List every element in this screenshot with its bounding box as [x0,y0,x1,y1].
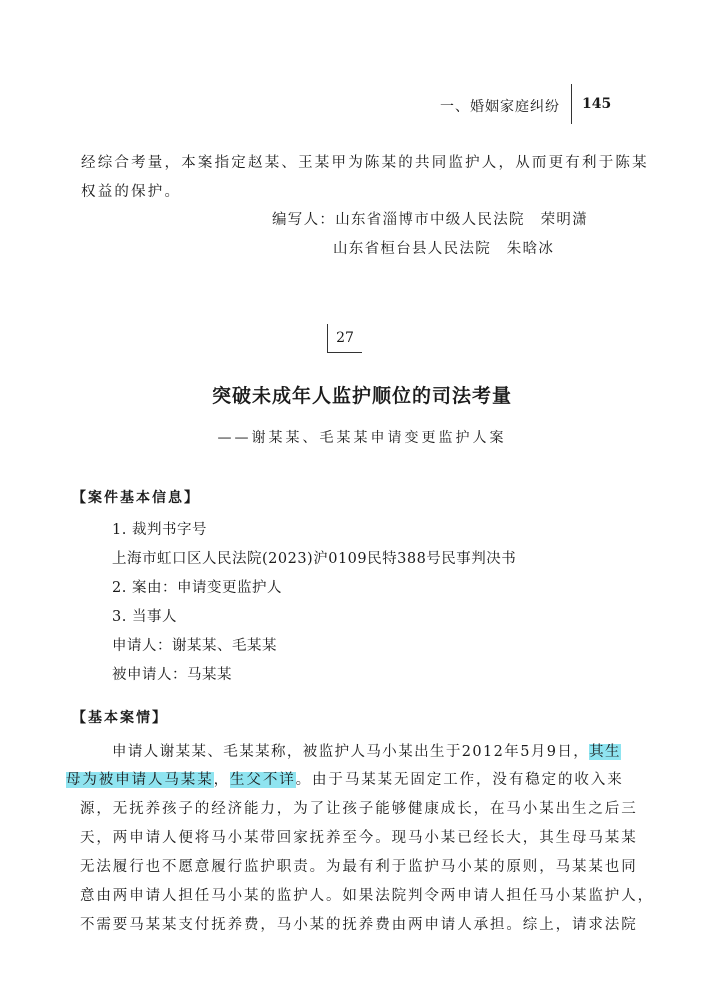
info-line: 2. 案由：申请变更监护人 [112,580,282,596]
info-line: 被申请人：马某某 [112,667,232,683]
author-label: 编写人： [272,212,336,228]
section-heading-basic-facts: 【基本案情】 [72,710,168,726]
facts-text: ， [213,772,231,788]
facts-line [66,768,624,789]
prev-case-line: 权益的保护。 [81,184,182,200]
facts-line: 天，两申请人便将马小某带回家抚养至今。现马小某已经长大，其生母马某某 [80,830,638,846]
page-number: 145 [582,96,612,112]
case-subtitle: ——谢某某、毛某某申请变更监护人案 [217,430,507,446]
author-name: 山东省桓台县人民法院 朱晗冰 [333,241,555,257]
info-line: 上海市虹口区人民法院(2023)沪0109民特388号民事判决书 [112,551,517,567]
info-line: 申请人：谢某某、毛某某 [112,638,277,654]
info-line: 1. 裁判书字号 [112,522,207,538]
highlighted-text: 母为被申请人马某某 [66,772,214,788]
author-name: 山东省淄博市中级人民法院 荣明潇 [335,212,589,228]
highlighted-text: 其生 [589,744,621,760]
prev-case-line: 经综合考量，本案指定赵某、王某甲为陈某的共同监护人，从而更有利于陈某 [81,155,649,171]
case-title: 突破未成年人监护顺位的司法考量 [211,385,512,407]
author-block [272,208,588,229]
facts-text: 。由于马某某无固定工作，没有稳定的收入来 [295,772,624,788]
facts-text: 申请人谢某某、毛某某称，被监护人马小某出生于2012年5月9日， [112,744,590,760]
facts-line: 意由两申请人担任马小某的监护人。如果法院判令两申请人担任马小某监护人， [80,888,654,904]
facts-line: 不需要马某某支付抚养费，马小某的抚养费由两申请人承担。综上，请求法院 [80,917,638,933]
facts-line: 源，无抚养孩子的经济能力，为了让孩子能够健康成长，在马小某出生之后三 [80,801,638,817]
facts-line: 无法履行也不愿意履行监护职责。为最有利于监护马小某的原则，马某某也同 [80,859,638,875]
facts-line [112,740,621,761]
case-number-box: 27 [327,324,362,353]
running-title: 一、婚姻家庭纠纷 [440,99,560,115]
section-heading-basic-info: 【案件基本信息】 [72,490,200,506]
highlighted-text: 生父不详 [230,772,296,788]
header-divider [571,84,572,124]
info-line: 3. 当事人 [112,609,177,625]
